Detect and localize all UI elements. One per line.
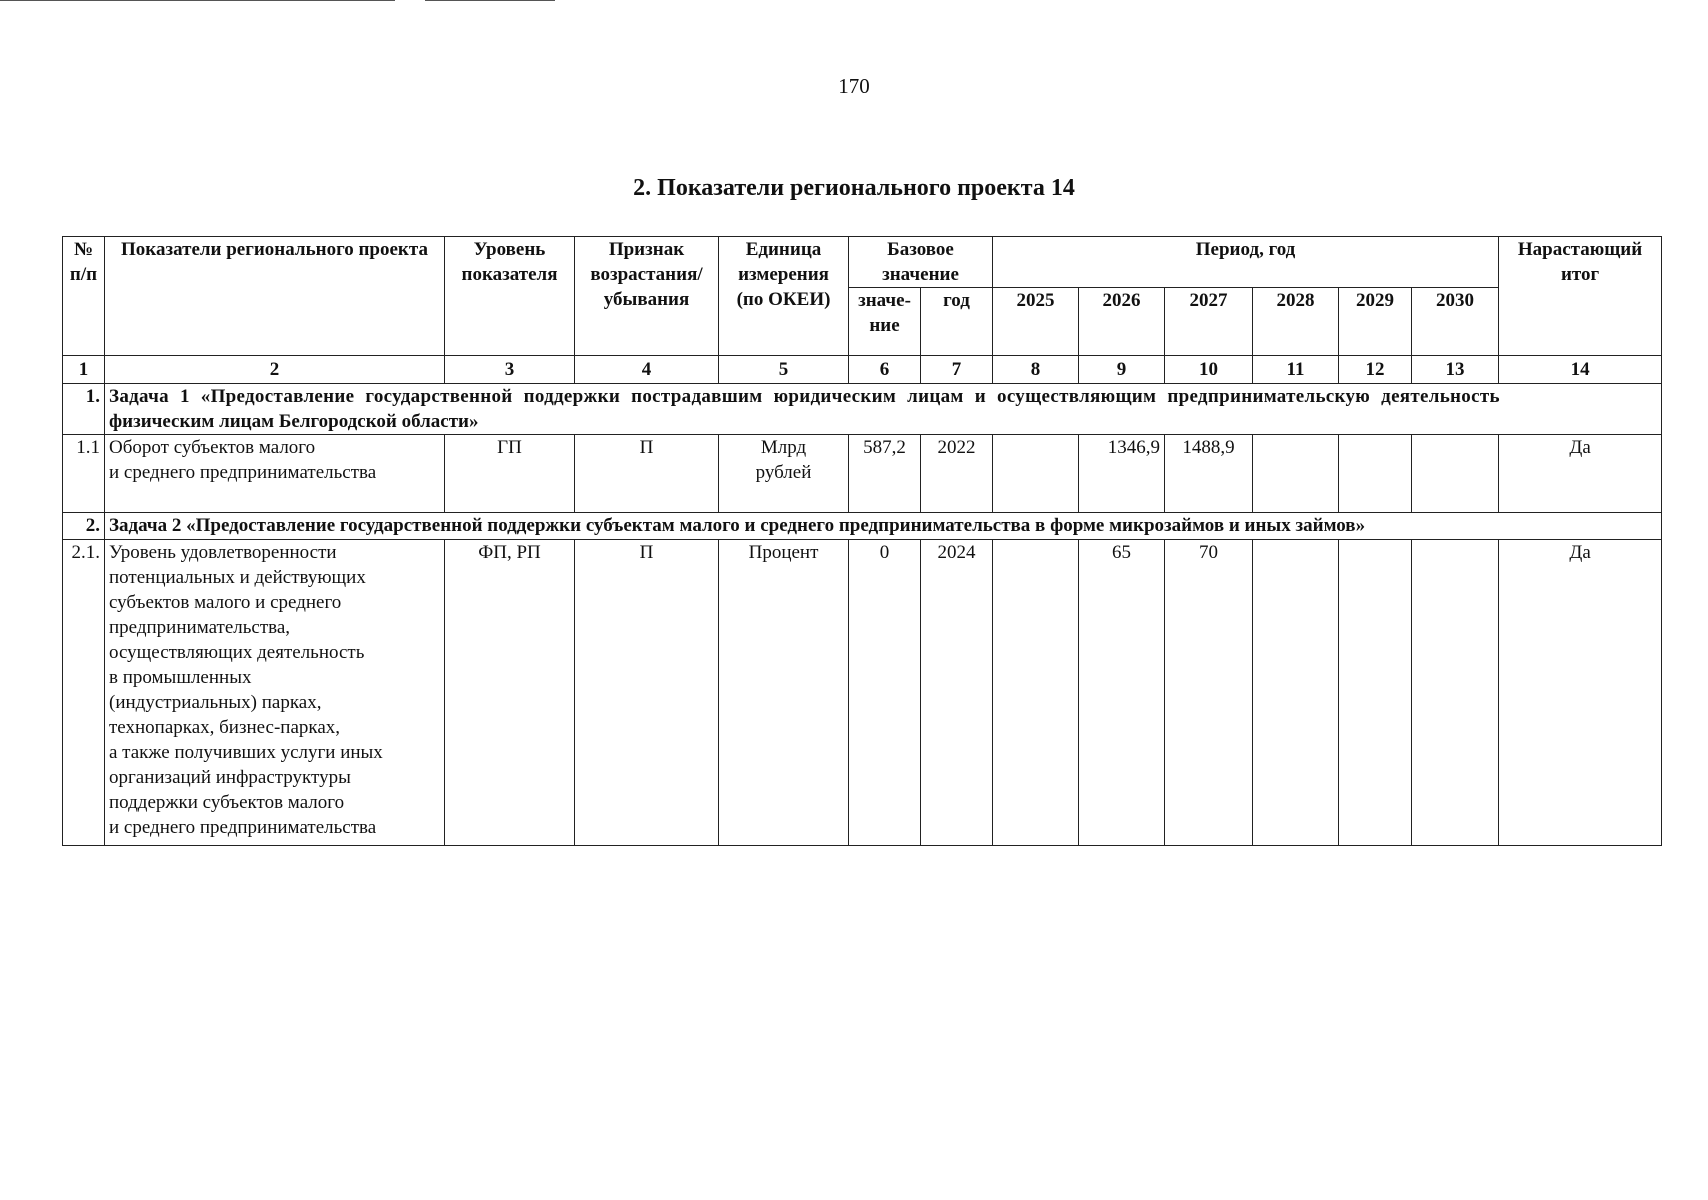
task-title	[105, 384, 1662, 435]
column-number: 1	[63, 356, 105, 384]
header-no: № п/п	[63, 237, 105, 356]
value-2030	[1412, 435, 1499, 513]
header-period: Период, год	[993, 237, 1499, 288]
scan-edge-line	[0, 0, 395, 1]
header-year: 2030	[1412, 288, 1499, 356]
indicator-number: 1.1	[63, 435, 105, 513]
value-2025	[993, 435, 1079, 513]
cumulative-value: Да	[1499, 435, 1662, 513]
header-trend: Признак возрастания/ убывания	[575, 237, 719, 356]
header-year: 2027	[1165, 288, 1253, 356]
column-number: 13	[1412, 356, 1499, 384]
indicator-level: ФП, РП	[445, 540, 575, 846]
indicator-trend: П	[575, 540, 719, 846]
indicators-table	[62, 236, 1662, 846]
column-number: 7	[921, 356, 993, 384]
indicator-name-line: а также получивших услуги иных	[109, 742, 383, 763]
indicator-unit	[719, 540, 849, 846]
task-title-line: Задача 1 «Предоставление государственной поддержки пострадавшим юридическим лицам и осуществляющим предпринимательскую деятельность	[109, 386, 1500, 407]
indicator-name-line: Оборот субъектов малого	[109, 437, 316, 458]
base-year: 2022	[921, 435, 993, 513]
header-year: 2029	[1339, 288, 1412, 356]
column-number: 14	[1499, 356, 1662, 384]
indicator-row	[63, 435, 1662, 513]
indicator-number: 2.1.	[63, 540, 105, 846]
value-2027: 70	[1165, 540, 1253, 846]
column-number: 8	[993, 356, 1079, 384]
indicator-unit-line: Млрд	[760, 437, 807, 458]
header-indicator: Показатели регионального проекта	[105, 237, 445, 356]
header-row	[63, 237, 1662, 288]
indicator-name	[105, 435, 445, 513]
value-2027: 1488,9	[1165, 435, 1253, 513]
scan-edge-line	[425, 0, 555, 1]
column-number: 9	[1079, 356, 1165, 384]
indicator-name-line: субъектов малого и среднего	[109, 592, 342, 613]
task-title-line: физическим лицам Белгородской области»	[109, 411, 479, 432]
indicator-name-line: и среднего предпринимательства	[109, 462, 377, 483]
value-2028	[1253, 435, 1339, 513]
header-year: 2025	[993, 288, 1079, 356]
column-number: 12	[1339, 356, 1412, 384]
indicator-name-line: и среднего предпринимательства	[109, 817, 377, 838]
value-2025	[993, 540, 1079, 846]
indicator-name-line: потенциальных и действующих	[109, 567, 366, 588]
indicator-unit-line: рублей	[755, 462, 812, 483]
value-2026: 1346,9	[1079, 435, 1165, 513]
value-2026: 65	[1079, 540, 1165, 846]
value-2029	[1339, 435, 1412, 513]
column-number: 2	[105, 356, 445, 384]
task-row	[63, 384, 1662, 435]
task-number: 1.	[63, 384, 105, 435]
column-numbers-row	[63, 356, 1662, 384]
header-unit: Единица измерения (по ОКЕИ)	[719, 237, 849, 356]
task-title	[105, 513, 1662, 540]
header-base: Базовое значение	[849, 237, 993, 288]
indicator-name-line: Уровень удовлетворенности	[109, 542, 337, 563]
column-number: 5	[719, 356, 849, 384]
base-year: 2024	[921, 540, 993, 846]
indicator-unit	[719, 435, 849, 513]
indicator-row	[63, 540, 1662, 846]
cumulative-value: Да	[1499, 540, 1662, 846]
header-base-year: год	[921, 288, 993, 356]
header-year: 2026	[1079, 288, 1165, 356]
header-cumulative: Нарастающий итог	[1499, 237, 1662, 356]
indicator-name-line: в промышленных	[109, 667, 252, 688]
task-row	[63, 513, 1662, 540]
column-number: 10	[1165, 356, 1253, 384]
indicator-trend: П	[575, 435, 719, 513]
column-number: 3	[445, 356, 575, 384]
indicator-unit-line: Процент	[748, 542, 819, 563]
value-2029	[1339, 540, 1412, 846]
header-base-value: значе-ние	[849, 288, 921, 356]
header-year: 2028	[1253, 288, 1339, 356]
column-number: 4	[575, 356, 719, 384]
section-title: 2. Показатели регионального проекта 14	[633, 175, 1075, 201]
indicator-name-line: технопарках, бизнес-парках,	[109, 717, 341, 738]
indicator-name	[105, 540, 445, 846]
value-2030	[1412, 540, 1499, 846]
base-value: 0	[849, 540, 921, 846]
indicator-name-line: предпринимательства,	[109, 617, 291, 638]
task-title-line: Задача 2 «Предоставление государственной поддержки субъектам малого и среднего предпринимательства в форме микрозаймов и иных займов»	[109, 515, 1366, 536]
indicator-level: ГП	[445, 435, 575, 513]
task-number: 2.	[63, 513, 105, 540]
indicator-name-line: (индустриальных) парках,	[109, 692, 322, 713]
indicator-name-line: осуществляющих деятельность	[109, 642, 365, 663]
base-value: 587,2	[849, 435, 921, 513]
value-2028	[1253, 540, 1339, 846]
column-number: 6	[849, 356, 921, 384]
indicator-name-line: организаций инфраструктуры	[109, 767, 351, 788]
column-number: 11	[1253, 356, 1339, 384]
indicator-name-line: поддержки субъектов малого	[109, 792, 345, 813]
page-number: 170	[838, 74, 870, 98]
header-level: Уровень показателя	[445, 237, 575, 356]
